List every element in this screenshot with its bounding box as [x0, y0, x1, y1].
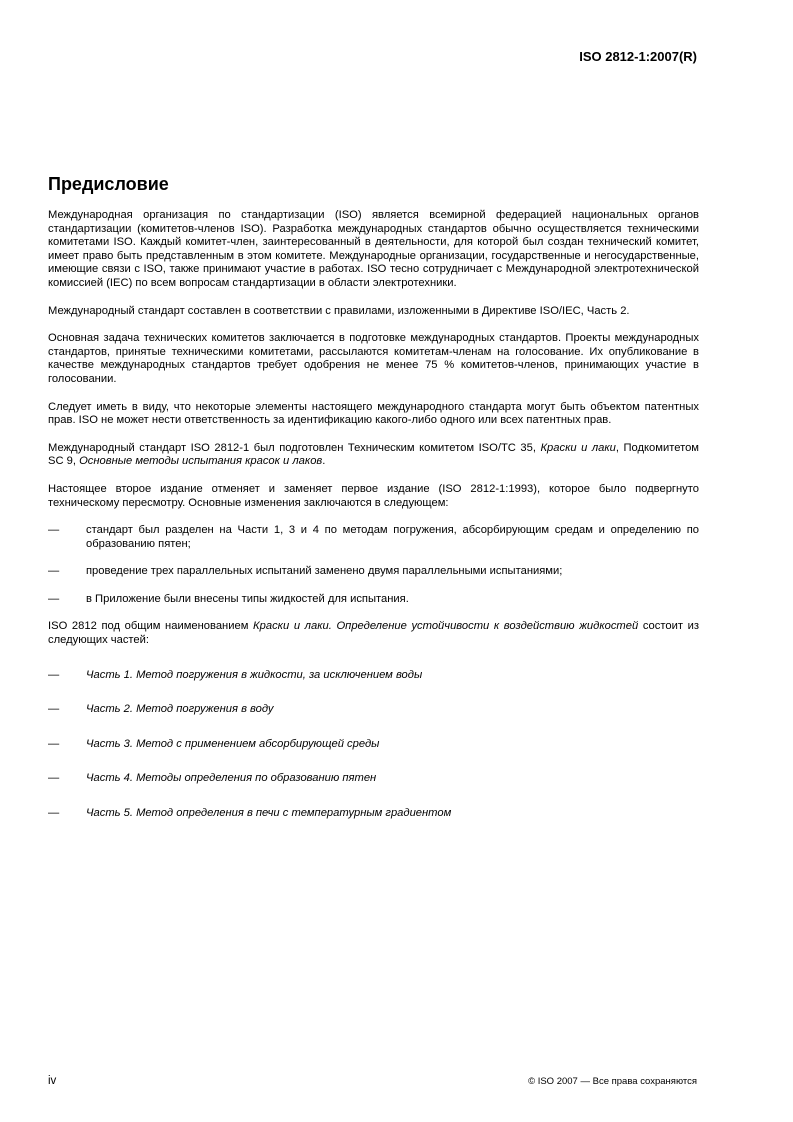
list-item-part	[48, 772, 699, 786]
list-item-part	[48, 669, 699, 683]
copyright-notice: © ISO 2007 — Все права сохраняются	[528, 1076, 697, 1087]
committee-name: Краски и лаки	[540, 441, 616, 454]
prepared-by-text: Международный стандарт ISO 2812-1 был подготовлен Техническим комитетом ISO/TC 35,	[48, 441, 541, 454]
dash: —	[48, 668, 60, 681]
dash: —	[48, 772, 60, 785]
foreword-body	[48, 209, 699, 842]
list-item-change	[48, 524, 699, 551]
list-item-change	[48, 565, 699, 579]
paragraph-prepared-by	[48, 442, 699, 469]
series-title: Краски и лаки. Определение устойчивости к воздействию жидкостей	[253, 620, 639, 633]
subcommittee-name: Основные методы испытания красок и лаков	[79, 455, 323, 468]
paragraph-iso-organization: Международная организация по стандартизации (ISO) является всемирной федерацией национальных органов стандартизации (комитетов-членов ISO). Разработка международных стандартов обычно осуществляется техническими комитетами ISO. Каждый комитет-член, заинтересованный в деятельности, для которой был создан технический комитет, имеет право быть представленным в этом комитете. Международные организации, государственные и негосударственные, имеющие связи с ISO, также принимают участие в работах. ISO тесно сотрудничает с Международной электротехнической комиссией (IEC) по всем вопросам стандартизации в области электротехники.	[48, 209, 699, 289]
part-title: Часть 3. Метод с применением абсорбирующей среды	[86, 737, 380, 750]
paragraph-second-edition: Настоящее второе издание отменяет и заменяет первое издание (ISO 2812-1:1993), которое было подвергнуто техническому пересмотру. Основные изменения заключаются в следующем:	[48, 482, 699, 509]
part-title: Часть 1. Метод погружения в жидкости, за исключением воды	[86, 668, 423, 681]
paragraph-patent-rights: Следует иметь в виду, что некоторые элементы настоящего международного стандарта могут быть объектом патентных прав. ISO не может нести ответственность за идентификацию какого-либо одного или всех патентных прав.	[48, 400, 699, 427]
series-text: ISO 2812 под общим наименованием	[48, 620, 254, 633]
list-item-part	[48, 703, 699, 717]
prepared-by-text-2: , Подкомитетом SC 9,	[48, 441, 699, 468]
section-title: Предисловие	[48, 174, 169, 194]
paragraph-directive: Международный стандарт составлен в соответствии с правилами, изложенными в Директиве ISO/IEC, Часть 2.	[48, 304, 630, 317]
part-title: Часть 2. Метод погружения в воду	[86, 703, 274, 716]
dash: —	[48, 565, 60, 578]
series-text-end: состоит из следующих частей:	[48, 620, 699, 647]
dash: —	[48, 524, 60, 537]
list-item-change	[48, 593, 699, 607]
page-number: iv	[48, 1075, 57, 1087]
document-code: ISO 2812-1:2007(R)	[579, 49, 697, 64]
prepared-by-end: .	[322, 455, 326, 468]
part-title: Часть 4. Методы определения по образованию пятен	[86, 772, 377, 785]
list-item-part	[48, 738, 699, 752]
dash: —	[48, 703, 60, 716]
dash: —	[48, 737, 60, 750]
part-title: Часть 5. Метод определения в печи с температурным градиентом	[86, 807, 452, 820]
paragraph-series-parts	[48, 620, 699, 647]
list-item-part	[48, 807, 699, 821]
list-item-text: стандарт был разделен на Части 1, 3 и 4 по методам погружения, абсорбирующим средам и определению по образованию пятен;	[86, 524, 699, 550]
list-item-text: в Приложение были внесены типы жидкостей для испытания.	[86, 592, 409, 605]
dash: —	[48, 807, 60, 820]
list-item-text: проведение трех параллельных испытаний заменено двумя параллельными испытаниями;	[86, 565, 563, 578]
paragraph-committee-task: Основная задача технических комитетов заключается в подготовке международных стандартов. Проекты международных стандартов, принятые техническими комитетами, рассылаются комитетам-членам на голосование. Их опубликование в качестве международных стандартов требует одобрения не менее 75 % комитетов-членов, принимающих участие в голосовании.	[48, 332, 699, 385]
dash: —	[48, 592, 60, 605]
